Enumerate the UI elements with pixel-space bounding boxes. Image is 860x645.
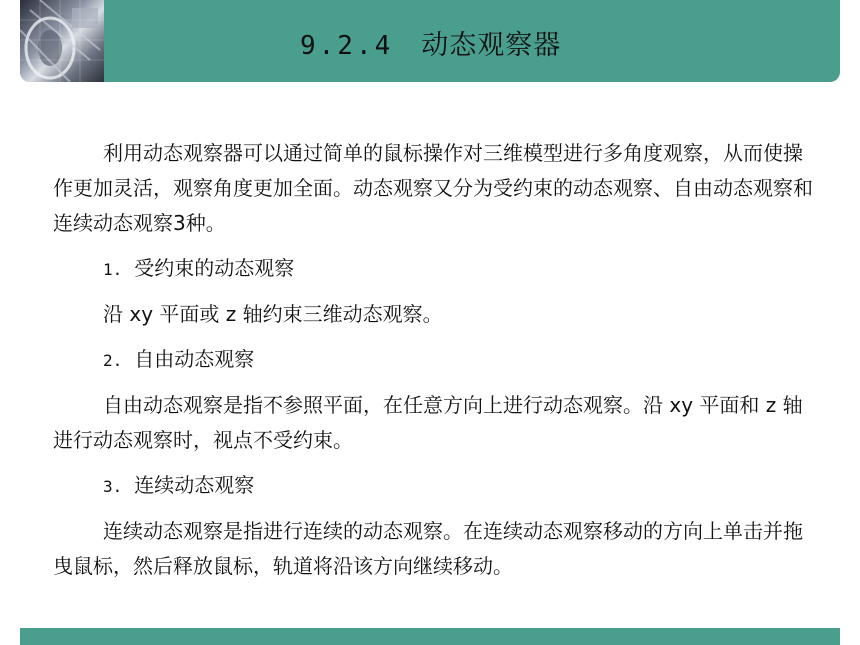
item-number: 1.	[103, 260, 123, 279]
item-text: 自由动态观察是指不参照平面，在任意方向上进行动态观察。沿 xy 平面和 z 轴进行动态观察时，视点不受约束。	[53, 393, 803, 452]
section-number: 9.2.4	[300, 31, 394, 61]
section-title: 动态观察器	[421, 30, 562, 61]
content-body	[53, 136, 813, 584]
item-number: 2.	[103, 351, 123, 370]
item-heading-text: 自由动态观察	[134, 347, 255, 371]
item-number: 3.	[103, 477, 123, 496]
gear-model-icon	[20, 0, 104, 82]
item-heading	[53, 468, 813, 504]
page-title	[300, 26, 561, 66]
item-text: 沿 xy 平面或 z 轴约束三维动态观察。	[103, 302, 443, 326]
mechanical-model-image	[20, 0, 104, 82]
item-heading-text: 连续动态观察	[134, 473, 255, 497]
item-heading-text: 受约束的动态观察	[134, 256, 295, 280]
item-text: 连续动态观察是指进行连续的动态观察。在连续动态观察移动的方向上单击并拖曳鼠标，然后释放鼠标，轨道将沿该方向继续移动。	[53, 519, 803, 578]
item-heading	[53, 251, 813, 287]
footer-bar	[20, 628, 840, 645]
intro-paragraph: 利用动态观察器可以通过简单的鼠标操作对三维模型进行多角度观察，从而使操作更加灵活，观察角度更加全面。动态观察又分为受约束的动态观察、自由动态观察和连续动态观察3种。	[53, 141, 813, 235]
item-heading	[53, 342, 813, 378]
